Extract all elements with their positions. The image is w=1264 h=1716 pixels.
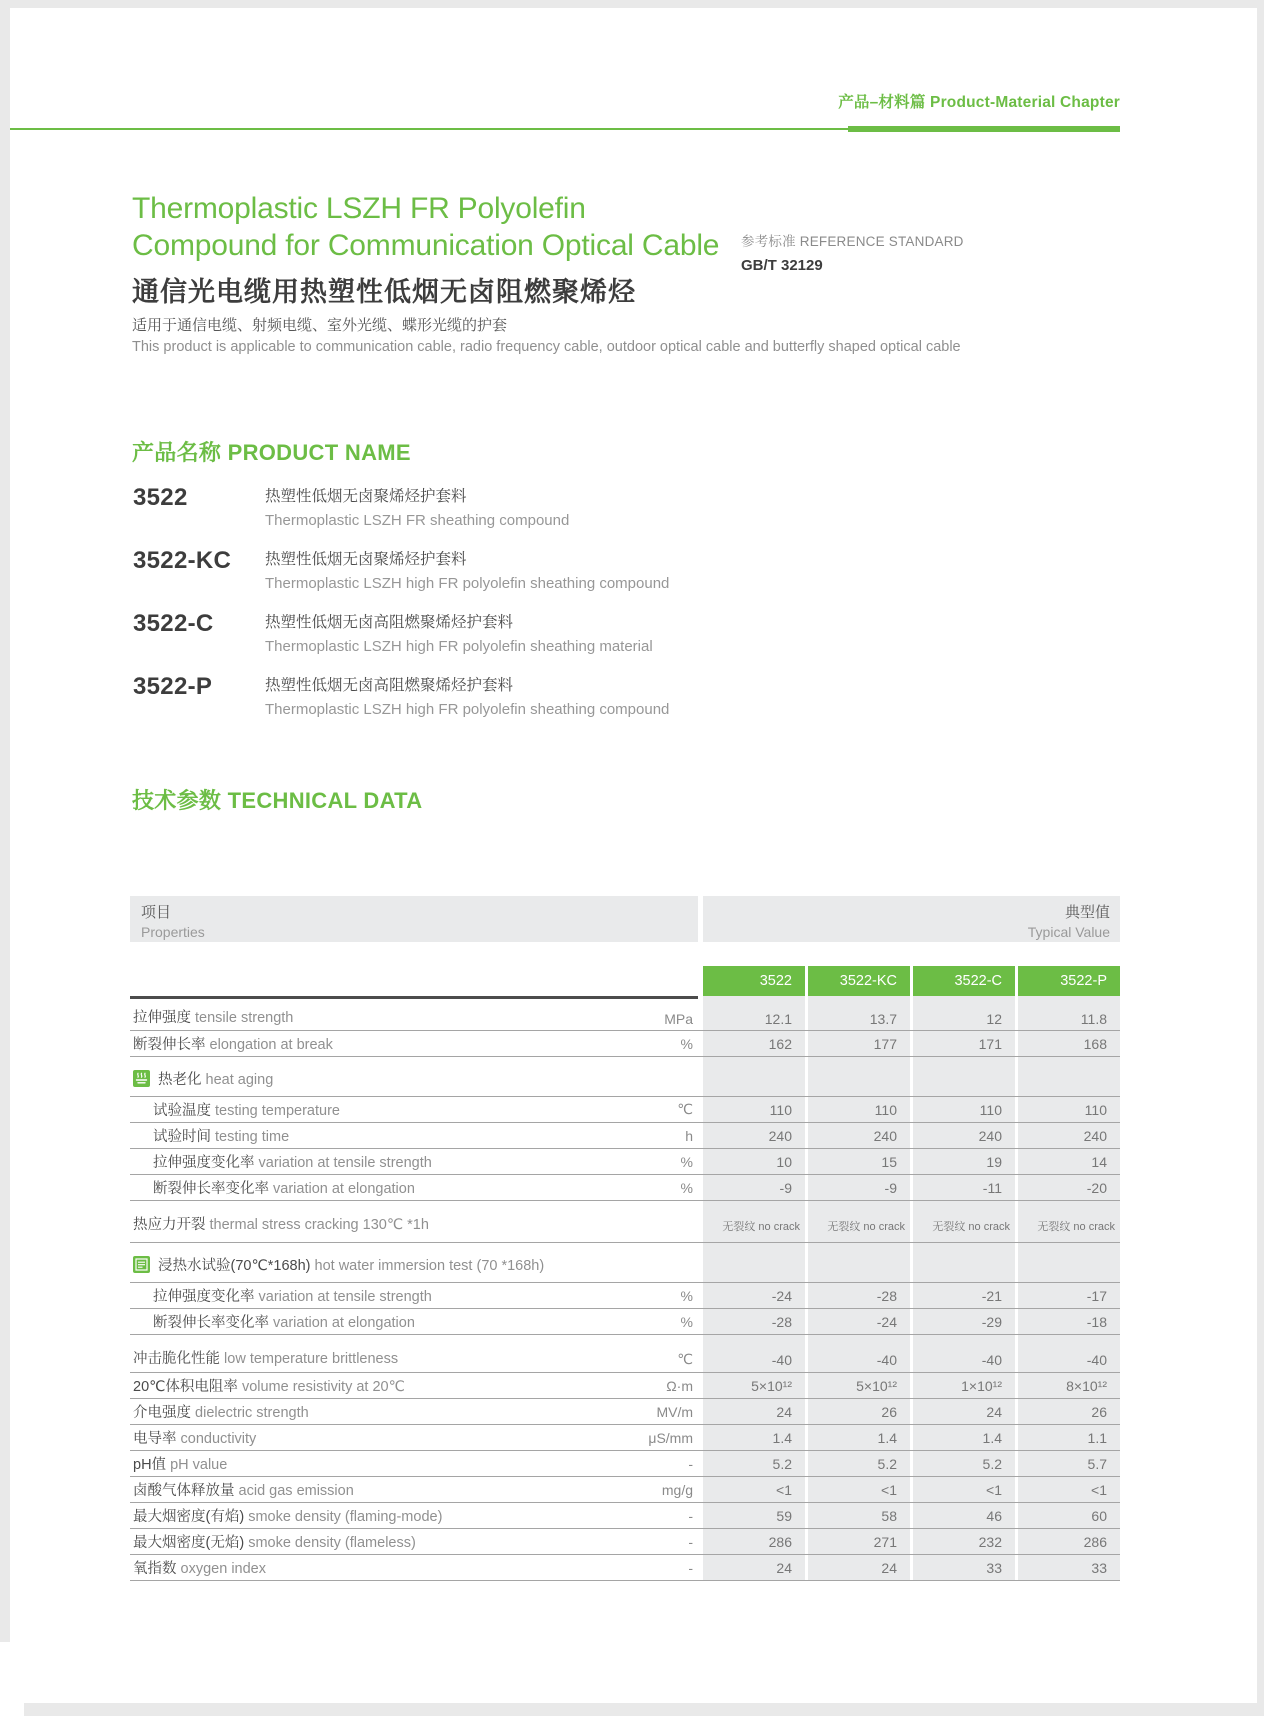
properties-header-en: Properties (141, 924, 205, 940)
value-cell: -20 (1086, 1179, 1107, 1196)
value-cell: 59 (776, 1507, 792, 1524)
property-label-en: dielectric strength (191, 1405, 309, 1421)
property-unit: % (680, 1153, 693, 1170)
value-cell: 1.4 (772, 1429, 792, 1446)
value-cell: 58 (881, 1507, 897, 1524)
value-cell: 14 (1091, 1153, 1107, 1170)
property-label (130, 1125, 563, 1146)
properties-header-block (130, 896, 698, 942)
value-cell: 162 (768, 1035, 792, 1052)
applicability-zh: 适用于通信电缆、射频电缆、室外光缆、蝶形光缆的护套 (132, 317, 508, 334)
product-item (130, 610, 830, 673)
value-cell: 5.7 (1087, 1455, 1107, 1472)
value-cell: 无裂纹 no crack (1037, 1221, 1115, 1233)
property-label-zh: 电导率 (133, 1431, 177, 1447)
product-description-en: Thermoplastic LSZH high FR polyolefin sheathing compound (265, 575, 670, 592)
product-item (130, 673, 830, 736)
property-label-en: variation at tensile strength (254, 1155, 432, 1171)
property-unit: mg/g (661, 1481, 693, 1498)
property-unit: ℃ (677, 1351, 693, 1367)
grade-columns-header (703, 966, 1120, 996)
reference-standard-label: 参考标准 REFERENCE STANDARD (741, 234, 964, 249)
typical-value-header-block (703, 896, 1120, 942)
typical-value-header-zh: 典型值 (1064, 904, 1110, 921)
property-label-zh: 试验时间 (153, 1129, 211, 1145)
property-label-zh: 断裂伸长率变化率 (153, 1315, 269, 1331)
value-cell: -28 (876, 1287, 897, 1304)
product-item (130, 547, 830, 610)
value-cell: 110 (979, 1101, 1002, 1118)
value-cell: 26 (881, 1403, 897, 1420)
page-title-en-line1: Thermoplastic LSZH FR Polyolefin (132, 192, 586, 225)
property-label-zh: 最大烟密度(有焰) (133, 1509, 245, 1525)
product-description (265, 547, 669, 592)
property-label-en: heat aging (201, 1072, 274, 1088)
table-row (130, 1335, 1120, 1373)
property-label-zh: 拉伸强度变化率 (153, 1289, 255, 1305)
value-cell: 46 (986, 1507, 1002, 1524)
value-cell: 1×10¹² (961, 1377, 1002, 1394)
value-cell: -18 (1086, 1313, 1107, 1330)
property-label-zh: 热老化 (158, 1072, 202, 1088)
table-row (130, 1399, 1120, 1425)
property-label-zh: 介电强度 (133, 1405, 191, 1421)
product-description (265, 484, 569, 529)
property-label-zh: 拉伸强度变化率 (153, 1155, 255, 1171)
property-label-zh: 试验温度 (153, 1103, 211, 1119)
property-label-zh: 20℃体积电阻率 (133, 1379, 238, 1395)
table-body (130, 996, 1120, 1581)
property-label-en: oxygen index (176, 1561, 266, 1577)
property-label-en: volume resistivity at 20℃ (237, 1379, 405, 1395)
product-name-heading: 产品名称 PRODUCT NAME (132, 440, 411, 465)
property-label-zh: 热应力开裂 (133, 1217, 206, 1233)
value-cell: 171 (978, 1035, 1002, 1052)
product-description (265, 610, 653, 655)
table-row (130, 1175, 1120, 1201)
property-label (130, 1311, 563, 1332)
property-label-zh: 冲击脆化性能 (133, 1351, 220, 1367)
value-cell: -9 (779, 1179, 792, 1196)
immersion-test-icon (133, 1256, 150, 1273)
table-row (130, 1373, 1120, 1399)
page-title-en (132, 190, 719, 264)
property-label (130, 1453, 563, 1474)
value-cell: 240 (768, 1127, 792, 1144)
property-label-zh: 最大烟密度(无焰) (133, 1535, 245, 1551)
property-label (130, 1177, 563, 1198)
table-row (130, 1123, 1120, 1149)
value-cell: 11.8 (1080, 1011, 1107, 1027)
value-cell: -40 (1086, 1352, 1107, 1368)
table-group-row (130, 1057, 1120, 1097)
table-row (130, 1149, 1120, 1175)
value-cell: 240 (978, 1127, 1002, 1144)
property-label (130, 1033, 563, 1054)
product-code: 3522-P (133, 673, 213, 700)
value-cell: 60 (1091, 1507, 1107, 1524)
table-row (130, 1283, 1120, 1309)
table-row (130, 1555, 1120, 1581)
value-cell: -21 (981, 1287, 1002, 1304)
property-label-en: acid gas emission (234, 1483, 354, 1499)
reference-standard-value: GB/T 32129 (741, 257, 823, 274)
product-description-zh: 热塑性低烟无卤高阻燃聚烯烃护套料 (265, 677, 514, 694)
value-cell: 240 (1083, 1127, 1107, 1144)
value-cell: -29 (981, 1313, 1002, 1330)
property-unit: % (680, 1313, 693, 1330)
property-unit: MPa (664, 1011, 693, 1027)
value-cell: <1 (986, 1481, 1002, 1498)
product-description-zh: 热塑性低烟无卤聚烯烃护套料 (265, 488, 467, 505)
property-label-zh: 断裂伸长率变化率 (153, 1181, 269, 1197)
value-cell: 5.2 (982, 1455, 1002, 1472)
value-cell: -17 (1086, 1287, 1107, 1304)
technical-data-table (130, 896, 1120, 1581)
value-cell: 286 (1083, 1533, 1107, 1550)
property-label-en: variation at elongation (269, 1181, 415, 1197)
property-unit: ℃ (677, 1101, 693, 1117)
grade-column-header: 3522 (703, 966, 805, 996)
property-label (130, 1375, 563, 1396)
property-label-zh: 氧指数 (133, 1561, 177, 1577)
property-unit: h (685, 1127, 693, 1144)
table-row (130, 1451, 1120, 1477)
value-cell: 240 (873, 1127, 897, 1144)
value-cell: -28 (771, 1313, 792, 1330)
value-cell: 19 (986, 1153, 1002, 1170)
property-label-zh: 浸热水试验(70℃*168h) (158, 1258, 311, 1274)
table-row (130, 1031, 1120, 1057)
product-code: 3522 (133, 484, 188, 511)
page-title-en-line2: Compound for Communication Optical Cable (132, 229, 720, 262)
property-unit: % (680, 1035, 693, 1052)
grade-column-header: 3522-C (913, 966, 1015, 996)
table-row (130, 1201, 1120, 1243)
value-cell: 33 (1091, 1559, 1107, 1576)
property-label-en: elongation at break (205, 1037, 333, 1053)
property-unit: μS/mm (648, 1429, 693, 1446)
datasheet-page (10, 8, 1257, 1703)
table-group-row (130, 1243, 1120, 1283)
value-cell: 110 (1084, 1101, 1107, 1118)
value-cell: 24 (776, 1403, 792, 1420)
value-cell: 24 (881, 1559, 897, 1576)
value-cell: 5.2 (772, 1455, 792, 1472)
product-description-en: Thermoplastic LSZH FR sheathing compound (265, 512, 570, 529)
property-label (130, 1068, 563, 1089)
grade-column-header: 3522-KC (808, 966, 910, 996)
value-cell: 110 (769, 1101, 792, 1118)
product-description-en: Thermoplastic LSZH high FR polyolefin sheathing compound (265, 701, 670, 718)
property-label-en: tensile strength (191, 1010, 294, 1026)
heat-aging-icon (133, 1070, 150, 1087)
property-label-zh: 断裂伸长率 (133, 1037, 206, 1053)
table-row (130, 1309, 1120, 1335)
property-unit: - (688, 1507, 693, 1524)
value-cell: 24 (986, 1403, 1002, 1420)
property-label (130, 1505, 563, 1526)
property-label-zh: 卤酸气体释放量 (133, 1483, 235, 1499)
property-unit: - (688, 1533, 693, 1550)
product-list (130, 484, 830, 736)
properties-header-zh: 项目 (141, 904, 172, 921)
property-label-zh: 拉伸强度 (133, 1010, 191, 1026)
value-cell: 1.1 (1087, 1429, 1107, 1446)
value-cell: 10 (776, 1153, 792, 1170)
value-cell: 168 (1083, 1035, 1107, 1052)
property-label (130, 1401, 563, 1422)
value-cell: 232 (978, 1533, 1002, 1550)
property-label (130, 1347, 563, 1368)
table-row (130, 1097, 1120, 1123)
typical-value-header-en: Typical Value (1027, 924, 1110, 940)
page-title-zh: 通信光电缆用热塑性低烟无卤阻燃聚烯烃 (132, 277, 636, 307)
property-label-en: testing time (211, 1129, 290, 1145)
value-cell: -9 (884, 1179, 897, 1196)
value-cell: <1 (1091, 1481, 1107, 1498)
reference-standard (741, 230, 964, 274)
property-label-en: thermal stress cracking 130℃ *1h (205, 1217, 429, 1233)
property-unit: - (688, 1455, 693, 1472)
property-label (130, 1213, 563, 1234)
value-cell: 无裂纹 no crack (827, 1221, 905, 1233)
property-label (130, 1099, 563, 1120)
property-label-en: smoke density (flaming-mode) (244, 1509, 443, 1525)
property-label (130, 1151, 563, 1172)
value-cell: 286 (768, 1533, 792, 1550)
value-cell: 1.4 (877, 1429, 897, 1446)
property-label-en: testing temperature (211, 1103, 340, 1119)
grade-column-header: 3522-P (1018, 966, 1120, 996)
product-description-zh: 热塑性低烟无卤高阻燃聚烯烃护套料 (265, 614, 514, 631)
property-label-en: pH value (166, 1457, 228, 1473)
property-unit: % (680, 1287, 693, 1304)
property-label-en: variation at elongation (269, 1315, 415, 1331)
property-label-en: low temperature brittleness (220, 1351, 399, 1367)
property-unit: MV/m (656, 1403, 693, 1420)
value-cell: 12.1 (764, 1011, 792, 1027)
technical-data-heading: 技术参数 TECHNICAL DATA (132, 788, 423, 813)
product-description (265, 673, 669, 718)
value-cell: 15 (881, 1153, 897, 1170)
value-cell: -40 (771, 1352, 792, 1368)
value-cell: 5.2 (877, 1455, 897, 1472)
property-unit: % (680, 1179, 693, 1196)
value-cell: 13.7 (869, 1011, 897, 1027)
value-cell: 12 (986, 1011, 1002, 1027)
value-cell: 无裂纹 no crack (932, 1221, 1010, 1233)
table-row (130, 1529, 1120, 1555)
property-label (130, 1531, 563, 1552)
value-cell: 8×10¹² (1066, 1377, 1107, 1394)
product-code: 3522-KC (133, 547, 232, 574)
property-label-en: smoke density (flameless) (244, 1535, 416, 1551)
value-cell: 26 (1091, 1403, 1107, 1420)
property-label (130, 1427, 563, 1448)
product-description-en: Thermoplastic LSZH high FR polyolefin sheathing material (265, 638, 653, 655)
table-row (130, 1477, 1120, 1503)
value-cell: -11 (982, 1179, 1002, 1196)
property-label-en: conductivity (176, 1431, 257, 1447)
table-header (130, 896, 1120, 942)
value-cell: 5×10¹² (751, 1377, 792, 1394)
table-row (130, 1503, 1120, 1529)
value-cell: <1 (881, 1481, 897, 1498)
property-label (130, 1557, 563, 1578)
value-cell: 177 (873, 1035, 897, 1052)
property-label (130, 1479, 563, 1500)
property-label (130, 1254, 563, 1275)
property-label-en: variation at tensile strength (254, 1289, 432, 1305)
property-label-zh: pH值 (133, 1457, 167, 1473)
property-label-en: hot water immersion test (70 *168h) (310, 1258, 545, 1274)
table-row (130, 999, 1120, 1031)
applicability-en: This product is applicable to communication cable, radio frequency cable, outdoor optical cable and butterfly shaped optical cable (132, 339, 961, 355)
page-content (130, 8, 1120, 1703)
value-cell: 33 (986, 1559, 1002, 1576)
value-cell: <1 (776, 1481, 792, 1498)
value-cell: 24 (776, 1559, 792, 1576)
value-cell: 1.4 (982, 1429, 1002, 1446)
product-item (130, 484, 830, 547)
property-unit: Ω·m (666, 1377, 693, 1394)
chapter-label: 产品–材料篇 Product-Material Chapter (838, 94, 1120, 111)
value-cell: 5×10¹² (856, 1377, 897, 1394)
value-cell: 271 (873, 1533, 897, 1550)
page-corner-notch (0, 1642, 24, 1716)
product-code: 3522-C (133, 610, 214, 637)
value-cell: -24 (876, 1313, 897, 1330)
property-unit: - (688, 1559, 693, 1576)
product-description-zh: 热塑性低烟无卤聚烯烃护套料 (265, 551, 467, 568)
value-cell: 110 (874, 1101, 897, 1118)
value-cell: 无裂纹 no crack (722, 1221, 800, 1233)
property-label (130, 1285, 563, 1306)
value-cell: -40 (981, 1352, 1002, 1368)
value-cell: -24 (771, 1287, 792, 1304)
value-cell: -40 (876, 1352, 897, 1368)
property-label (130, 1006, 563, 1027)
table-row (130, 1425, 1120, 1451)
